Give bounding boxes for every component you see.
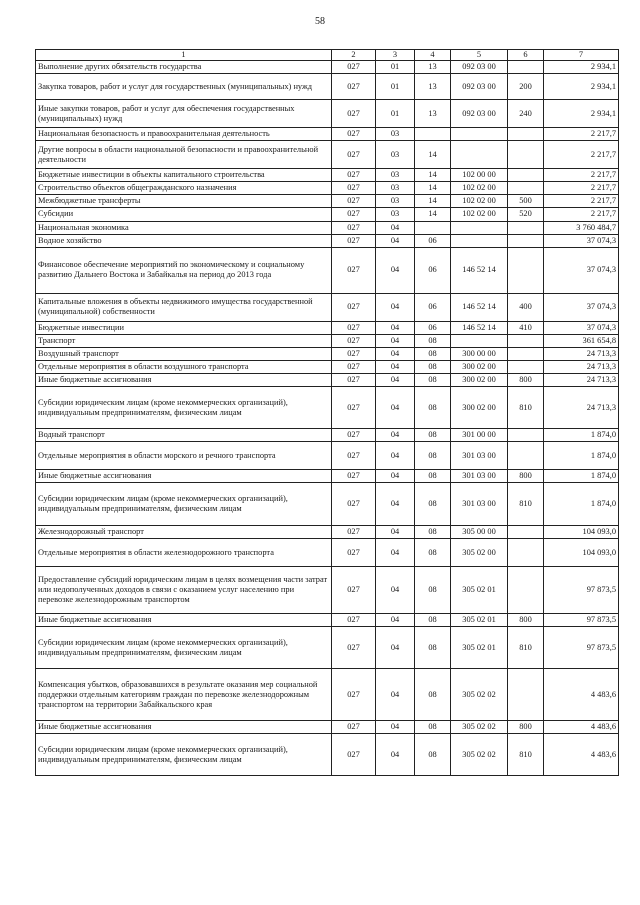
section-code-cell: 01 bbox=[376, 61, 415, 74]
section-code-cell: 04 bbox=[376, 321, 415, 334]
table-row bbox=[36, 483, 619, 526]
budget-table bbox=[35, 49, 619, 776]
expense-type-cell: 810 bbox=[508, 734, 544, 776]
row-name-cell: Железнодорожный транспорт bbox=[36, 526, 332, 539]
expense-type-cell bbox=[508, 141, 544, 169]
amount-cell: 24 713,3 bbox=[544, 360, 619, 373]
subsection-code-cell: 06 bbox=[415, 234, 451, 247]
table-row bbox=[36, 74, 619, 100]
row-name-cell: Отдельные мероприятия в области морского и речного транспорта bbox=[36, 442, 332, 470]
table-row bbox=[36, 321, 619, 334]
ministry-code-cell: 027 bbox=[332, 169, 376, 182]
target-article-cell: 146 52 14 bbox=[451, 321, 508, 334]
section-code-cell: 04 bbox=[376, 539, 415, 567]
table-row bbox=[36, 669, 619, 721]
ministry-code-cell: 027 bbox=[332, 374, 376, 387]
row-name-cell: Строительство объектов общегражданского назначения bbox=[36, 182, 332, 195]
expense-type-cell: 800 bbox=[508, 374, 544, 387]
amount-cell: 104 093,0 bbox=[544, 526, 619, 539]
section-code-cell: 04 bbox=[376, 526, 415, 539]
section-code-cell: 04 bbox=[376, 293, 415, 321]
row-name-cell: Закупка товаров, работ и услуг для государственных (муниципальных) нужд bbox=[36, 74, 332, 100]
expense-type-cell bbox=[508, 429, 544, 442]
section-code-cell: 04 bbox=[376, 614, 415, 627]
subsection-code-cell: 08 bbox=[415, 526, 451, 539]
ministry-code-cell: 027 bbox=[332, 442, 376, 470]
amount-cell: 2 217,7 bbox=[544, 128, 619, 141]
expense-type-cell: 800 bbox=[508, 721, 544, 734]
amount-cell: 97 873,5 bbox=[544, 567, 619, 614]
column-header: 3 bbox=[376, 50, 415, 61]
target-article-cell: 305 02 02 bbox=[451, 734, 508, 776]
amount-cell: 2 934,1 bbox=[544, 61, 619, 74]
subsection-code-cell: 08 bbox=[415, 334, 451, 347]
expense-type-cell bbox=[508, 234, 544, 247]
target-article-cell: 146 52 14 bbox=[451, 247, 508, 293]
table-row bbox=[36, 334, 619, 347]
target-article-cell: 300 02 00 bbox=[451, 360, 508, 373]
ministry-code-cell: 027 bbox=[332, 669, 376, 721]
target-article-cell: 301 03 00 bbox=[451, 442, 508, 470]
row-name-cell: Субсидии юридическим лицам (кроме некоммерческих организаций), индивидуальным предпринимателям, физическим лицам bbox=[36, 483, 332, 526]
ministry-code-cell: 027 bbox=[332, 61, 376, 74]
section-code-cell: 01 bbox=[376, 100, 415, 128]
section-code-cell: 03 bbox=[376, 128, 415, 141]
amount-cell: 24 713,3 bbox=[544, 347, 619, 360]
section-code-cell: 04 bbox=[376, 627, 415, 669]
column-header: 4 bbox=[415, 50, 451, 61]
table-row bbox=[36, 442, 619, 470]
row-name-cell: Субсидии юридическим лицам (кроме некоммерческих организаций), индивидуальным предпринимателям, физическим лицам bbox=[36, 627, 332, 669]
table-row bbox=[36, 429, 619, 442]
row-name-cell: Другие вопросы в области национальной безопасности и правоохранительной деятельности bbox=[36, 141, 332, 169]
ministry-code-cell: 027 bbox=[332, 195, 376, 208]
expense-type-cell bbox=[508, 334, 544, 347]
row-name-cell: Водное хозяйство bbox=[36, 234, 332, 247]
table-body bbox=[36, 61, 619, 776]
page-number: 58 bbox=[315, 16, 325, 27]
column-header: 2 bbox=[332, 50, 376, 61]
table-row bbox=[36, 100, 619, 128]
row-name-cell: Иные бюджетные ассигнования bbox=[36, 721, 332, 734]
expense-type-cell: 240 bbox=[508, 100, 544, 128]
section-code-cell: 04 bbox=[376, 567, 415, 614]
amount-cell: 37 074,3 bbox=[544, 293, 619, 321]
subsection-code-cell bbox=[415, 221, 451, 234]
subsection-code-cell: 08 bbox=[415, 669, 451, 721]
ministry-code-cell: 027 bbox=[332, 614, 376, 627]
ministry-code-cell: 027 bbox=[332, 627, 376, 669]
row-name-cell: Субсидии bbox=[36, 208, 332, 221]
subsection-code-cell: 08 bbox=[415, 360, 451, 373]
section-code-cell: 04 bbox=[376, 470, 415, 483]
expense-type-cell bbox=[508, 182, 544, 195]
table-row bbox=[36, 221, 619, 234]
expense-type-cell bbox=[508, 221, 544, 234]
target-article-cell bbox=[451, 128, 508, 141]
ministry-code-cell: 027 bbox=[332, 141, 376, 169]
target-article-cell: 300 02 00 bbox=[451, 387, 508, 429]
row-name-cell: Бюджетные инвестиции bbox=[36, 321, 332, 334]
row-name-cell: Финансовое обеспечение мероприятий по экономическому и социальному развитию Дальнего Востока и Забайкалья на период до 2013 года bbox=[36, 247, 332, 293]
target-article-cell bbox=[451, 234, 508, 247]
expense-type-cell: 810 bbox=[508, 627, 544, 669]
column-header: 5 bbox=[451, 50, 508, 61]
row-name-cell: Иные закупки товаров, работ и услуг для обеспечения государственных (муниципальных) нужд bbox=[36, 100, 332, 128]
amount-cell: 2 217,7 bbox=[544, 141, 619, 169]
expense-type-cell: 800 bbox=[508, 614, 544, 627]
subsection-code-cell: 08 bbox=[415, 539, 451, 567]
ministry-code-cell: 027 bbox=[332, 360, 376, 373]
section-code-cell: 03 bbox=[376, 141, 415, 169]
table-row bbox=[36, 539, 619, 567]
subsection-code-cell: 08 bbox=[415, 442, 451, 470]
subsection-code-cell: 08 bbox=[415, 734, 451, 776]
section-code-cell: 04 bbox=[376, 234, 415, 247]
amount-cell: 97 873,5 bbox=[544, 614, 619, 627]
table-row bbox=[36, 627, 619, 669]
row-name-cell: Национальная экономика bbox=[36, 221, 332, 234]
target-article-cell: 305 02 01 bbox=[451, 627, 508, 669]
subsection-code-cell: 14 bbox=[415, 141, 451, 169]
amount-cell: 4 483,6 bbox=[544, 734, 619, 776]
row-name-cell: Субсидии юридическим лицам (кроме некоммерческих организаций), индивидуальным предпринимателям, физическим лицам bbox=[36, 734, 332, 776]
row-name-cell: Иные бюджетные ассигнования bbox=[36, 470, 332, 483]
expense-type-cell: 810 bbox=[508, 483, 544, 526]
subsection-code-cell: 14 bbox=[415, 169, 451, 182]
subsection-code-cell: 08 bbox=[415, 721, 451, 734]
subsection-code-cell: 08 bbox=[415, 614, 451, 627]
table-row bbox=[36, 247, 619, 293]
row-name-cell: Отдельные мероприятия в области воздушного транспорта bbox=[36, 360, 332, 373]
expense-type-cell bbox=[508, 539, 544, 567]
target-article-cell: 092 03 00 bbox=[451, 100, 508, 128]
section-code-cell: 04 bbox=[376, 387, 415, 429]
target-article-cell: 305 02 01 bbox=[451, 614, 508, 627]
expense-type-cell: 520 bbox=[508, 208, 544, 221]
table-row bbox=[36, 293, 619, 321]
row-name-cell: Отдельные мероприятия в области железнодорожного транспорта bbox=[36, 539, 332, 567]
ministry-code-cell: 027 bbox=[332, 429, 376, 442]
table-row bbox=[36, 374, 619, 387]
amount-cell: 2 217,7 bbox=[544, 208, 619, 221]
amount-cell: 1 874,0 bbox=[544, 483, 619, 526]
ministry-code-cell: 027 bbox=[332, 247, 376, 293]
target-article-cell: 102 02 00 bbox=[451, 195, 508, 208]
subsection-code-cell: 08 bbox=[415, 567, 451, 614]
row-name-cell: Иные бюджетные ассигнования bbox=[36, 614, 332, 627]
amount-cell: 1 874,0 bbox=[544, 429, 619, 442]
row-name-cell: Воздушный транспорт bbox=[36, 347, 332, 360]
table-row bbox=[36, 208, 619, 221]
ministry-code-cell: 027 bbox=[332, 74, 376, 100]
target-article-cell: 301 00 00 bbox=[451, 429, 508, 442]
amount-cell: 37 074,3 bbox=[544, 247, 619, 293]
table-row bbox=[36, 526, 619, 539]
target-article-cell: 102 02 00 bbox=[451, 182, 508, 195]
section-code-cell: 01 bbox=[376, 74, 415, 100]
ministry-code-cell: 027 bbox=[332, 387, 376, 429]
table-row bbox=[36, 347, 619, 360]
target-article-cell: 305 02 02 bbox=[451, 721, 508, 734]
amount-cell: 104 093,0 bbox=[544, 539, 619, 567]
target-article-cell: 305 02 01 bbox=[451, 567, 508, 614]
ministry-code-cell: 027 bbox=[332, 293, 376, 321]
row-name-cell: Бюджетные инвестиции в объекты капитального строительства bbox=[36, 169, 332, 182]
amount-cell: 2 217,7 bbox=[544, 195, 619, 208]
section-code-cell: 04 bbox=[376, 429, 415, 442]
amount-cell: 37 074,3 bbox=[544, 234, 619, 247]
expense-type-cell: 400 bbox=[508, 293, 544, 321]
row-name-cell: Иные бюджетные ассигнования bbox=[36, 374, 332, 387]
section-code-cell: 03 bbox=[376, 208, 415, 221]
amount-cell: 24 713,3 bbox=[544, 374, 619, 387]
amount-cell: 3 760 484,7 bbox=[544, 221, 619, 234]
section-code-cell: 04 bbox=[376, 221, 415, 234]
ministry-code-cell: 027 bbox=[332, 567, 376, 614]
row-name-cell: Водный транспорт bbox=[36, 429, 332, 442]
row-name-cell: Транспорт bbox=[36, 334, 332, 347]
ministry-code-cell: 027 bbox=[332, 208, 376, 221]
section-code-cell: 04 bbox=[376, 669, 415, 721]
ministry-code-cell: 027 bbox=[332, 334, 376, 347]
target-article-cell: 102 00 00 bbox=[451, 169, 508, 182]
expense-type-cell: 410 bbox=[508, 321, 544, 334]
expense-type-cell bbox=[508, 526, 544, 539]
expense-type-cell bbox=[508, 61, 544, 74]
amount-cell: 97 873,5 bbox=[544, 627, 619, 669]
subsection-code-cell: 06 bbox=[415, 247, 451, 293]
amount-cell: 1 874,0 bbox=[544, 470, 619, 483]
section-code-cell: 04 bbox=[376, 347, 415, 360]
header-row bbox=[36, 50, 619, 61]
ministry-code-cell: 027 bbox=[332, 128, 376, 141]
section-code-cell: 03 bbox=[376, 195, 415, 208]
row-name-cell: Выполнение других обязательств государства bbox=[36, 61, 332, 74]
ministry-code-cell: 027 bbox=[332, 483, 376, 526]
table-row bbox=[36, 128, 619, 141]
target-article-cell: 305 00 00 bbox=[451, 526, 508, 539]
target-article-cell: 305 02 00 bbox=[451, 539, 508, 567]
expense-type-cell: 500 bbox=[508, 195, 544, 208]
table-row bbox=[36, 61, 619, 74]
section-code-cell: 04 bbox=[376, 734, 415, 776]
subsection-code-cell: 06 bbox=[415, 293, 451, 321]
subsection-code-cell: 13 bbox=[415, 100, 451, 128]
expense-type-cell bbox=[508, 247, 544, 293]
amount-cell: 2 217,7 bbox=[544, 182, 619, 195]
table-row bbox=[36, 141, 619, 169]
table-row bbox=[36, 169, 619, 182]
amount-cell: 2 217,7 bbox=[544, 169, 619, 182]
ministry-code-cell: 027 bbox=[332, 347, 376, 360]
table-row bbox=[36, 195, 619, 208]
row-name-cell: Предоставление субсидий юридическим лицам в целях возмещения части затрат или недополученных доходов в связи с оказанием услуг населению при перевозке железнодорожным транспортом bbox=[36, 567, 332, 614]
expense-type-cell: 200 bbox=[508, 74, 544, 100]
subsection-code-cell: 14 bbox=[415, 182, 451, 195]
subsection-code-cell: 13 bbox=[415, 74, 451, 100]
section-code-cell: 04 bbox=[376, 483, 415, 526]
table-row bbox=[36, 182, 619, 195]
target-article-cell bbox=[451, 334, 508, 347]
row-name-cell: Межбюджетные трансферты bbox=[36, 195, 332, 208]
amount-cell: 4 483,6 bbox=[544, 669, 619, 721]
target-article-cell: 300 02 00 bbox=[451, 374, 508, 387]
section-code-cell: 04 bbox=[376, 442, 415, 470]
table-row bbox=[36, 734, 619, 776]
target-article-cell: 300 00 00 bbox=[451, 347, 508, 360]
ministry-code-cell: 027 bbox=[332, 221, 376, 234]
expense-type-cell: 810 bbox=[508, 387, 544, 429]
expense-type-cell bbox=[508, 360, 544, 373]
subsection-code-cell: 14 bbox=[415, 208, 451, 221]
ministry-code-cell: 027 bbox=[332, 321, 376, 334]
amount-cell: 2 934,1 bbox=[544, 74, 619, 100]
section-code-cell: 04 bbox=[376, 247, 415, 293]
expense-type-cell bbox=[508, 169, 544, 182]
target-article-cell bbox=[451, 141, 508, 169]
target-article-cell bbox=[451, 221, 508, 234]
expense-type-cell bbox=[508, 347, 544, 360]
target-article-cell: 305 02 02 bbox=[451, 669, 508, 721]
column-header: 1 bbox=[36, 50, 332, 61]
subsection-code-cell: 08 bbox=[415, 470, 451, 483]
subsection-code-cell: 06 bbox=[415, 321, 451, 334]
row-name-cell: Компенсация убытков, образовавшихся в результате оказания мер социальной поддержки отдельным категориям граждан по перевозке железнодорожным транспортом на территории Забайкальского края bbox=[36, 669, 332, 721]
row-name-cell: Субсидии юридическим лицам (кроме некоммерческих организаций), индивидуальным предпринимателям, физическим лицам bbox=[36, 387, 332, 429]
expense-type-cell: 800 bbox=[508, 470, 544, 483]
table-row bbox=[36, 234, 619, 247]
row-name-cell: Капитальные вложения в объекты недвижимого имущества государственной (муниципальной) собственности bbox=[36, 293, 332, 321]
section-code-cell: 03 bbox=[376, 182, 415, 195]
subsection-code-cell: 08 bbox=[415, 374, 451, 387]
column-header: 6 bbox=[508, 50, 544, 61]
table-row bbox=[36, 470, 619, 483]
amount-cell: 24 713,3 bbox=[544, 387, 619, 429]
ministry-code-cell: 027 bbox=[332, 721, 376, 734]
ministry-code-cell: 027 bbox=[332, 470, 376, 483]
expense-type-cell bbox=[508, 128, 544, 141]
subsection-code-cell: 08 bbox=[415, 387, 451, 429]
subsection-code-cell: 13 bbox=[415, 61, 451, 74]
table-row bbox=[36, 614, 619, 627]
table-row bbox=[36, 567, 619, 614]
ministry-code-cell: 027 bbox=[332, 734, 376, 776]
amount-cell: 1 874,0 bbox=[544, 442, 619, 470]
subsection-code-cell: 08 bbox=[415, 429, 451, 442]
section-code-cell: 03 bbox=[376, 169, 415, 182]
ministry-code-cell: 027 bbox=[332, 100, 376, 128]
amount-cell: 2 934,1 bbox=[544, 100, 619, 128]
expense-type-cell bbox=[508, 669, 544, 721]
subsection-code-cell: 08 bbox=[415, 627, 451, 669]
section-code-cell: 04 bbox=[376, 360, 415, 373]
expense-type-cell bbox=[508, 442, 544, 470]
ministry-code-cell: 027 bbox=[332, 526, 376, 539]
ministry-code-cell: 027 bbox=[332, 539, 376, 567]
ministry-code-cell: 027 bbox=[332, 234, 376, 247]
section-code-cell: 04 bbox=[376, 334, 415, 347]
amount-cell: 4 483,6 bbox=[544, 721, 619, 734]
amount-cell: 37 074,3 bbox=[544, 321, 619, 334]
target-article-cell: 146 52 14 bbox=[451, 293, 508, 321]
section-code-cell: 04 bbox=[376, 721, 415, 734]
subsection-code-cell: 14 bbox=[415, 195, 451, 208]
table-row bbox=[36, 360, 619, 373]
row-name-cell: Национальная безопасность и правоохранительная деятельность bbox=[36, 128, 332, 141]
subsection-code-cell: 08 bbox=[415, 483, 451, 526]
target-article-cell: 092 03 00 bbox=[451, 74, 508, 100]
subsection-code-cell: 08 bbox=[415, 347, 451, 360]
expense-type-cell bbox=[508, 567, 544, 614]
subsection-code-cell bbox=[415, 128, 451, 141]
table-row bbox=[36, 387, 619, 429]
target-article-cell: 102 02 00 bbox=[451, 208, 508, 221]
ministry-code-cell: 027 bbox=[332, 182, 376, 195]
target-article-cell: 301 03 00 bbox=[451, 483, 508, 526]
table-row bbox=[36, 721, 619, 734]
column-header: 7 bbox=[544, 50, 619, 61]
target-article-cell: 301 03 00 bbox=[451, 470, 508, 483]
target-article-cell: 092 03 00 bbox=[451, 61, 508, 74]
amount-cell: 361 654,8 bbox=[544, 334, 619, 347]
section-code-cell: 04 bbox=[376, 374, 415, 387]
